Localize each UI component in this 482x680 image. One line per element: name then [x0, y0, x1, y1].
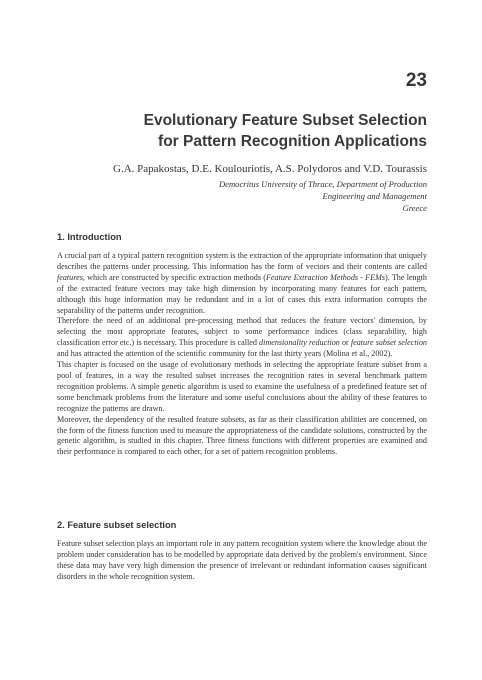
chapter-title-line-1: Evolutionary Feature Subset Selection: [143, 112, 427, 129]
introduction-body: [57, 251, 427, 458]
authors: G.A. Papakostas, D.E. Koulouriotis, A.S. Polydoros and V.D. Tourassis: [113, 163, 427, 175]
chapter-number: 23: [405, 70, 427, 91]
section-heading-introduction: 1. Introduction: [57, 232, 122, 242]
feature-selection-body: [57, 539, 427, 583]
affiliation-line-2: Engineering and Management: [322, 191, 427, 201]
intro-paragraph-3: This chapter is focused on the usage of evolutionary methods in selecting the appropriate feature subset from a pool of features, in a way the resulted subset increases the recognition rates in several benchmark pattern recognition problems. A simple genetic algorithm is used to examine the usefulness of a predefined feature set of some benchmark problems from the literature and some useful conclusions about the ability of these features to recognize the patterns are drawn.: [57, 360, 427, 413]
section-heading-feature-subset-selection: 2. Feature subset selection: [57, 520, 177, 530]
chapter-title: [57, 110, 427, 152]
intro-paragraph-1: A crucial part of a typical pattern recognition system is the extraction of the appropriate information that uniquely describes the patterns under processing. This information has the form of vectors and their contents are called features, which are constructed by specific extraction methods (Feature Extraction Methods - FEMs). The length of the extracted feature vectors may take high dimension by incorporating many features for each pattern, although this huge information may be redundant and in a lot of cases this extra information corrupts the separability of the patterns under recognition.: [57, 251, 427, 315]
affiliation: [219, 178, 427, 214]
feature-paragraph-1: Feature subset selection plays an important role in any pattern recognition system where the knowledge about the problem under consideration has to be modelled by appropriate data derived by the problem's environment. Since these data may have very high dimension the presence of irrelevant or redundant information causes significant disorders in the whole recognition system.: [57, 539, 427, 581]
intro-paragraph-4: Moreover, the dependency of the resulted feature subsets, as far as their classification abilities are concerned, on the form of the fitness function used to measure the appropriateness of the candidate solutions, constructed by the genetic algorithm, is studied in this chapter. Three fitness functions with different properties are examined and their performance is compared to each other, for a set of pattern recognition problems.: [57, 414, 427, 457]
affiliation-line-1: Democritus University of Thrace, Department of Production: [218, 179, 427, 189]
intro-paragraph-2: Therefore the need of an additional pre-processing method that reduces the feature vectors' dimension, by selecting the most appropriate features, subject to some performance indices (class separability, high classification error etc.) is necessary. This procedure is called dimensionality reduction or feature subset selection and has attracted the attention of the scientific community for the last thirty years (Molina et al., 2002).: [57, 316, 427, 359]
affiliation-line-3: Greece: [402, 203, 427, 213]
chapter-title-line-2: for Pattern Recognition Applications: [158, 133, 427, 150]
